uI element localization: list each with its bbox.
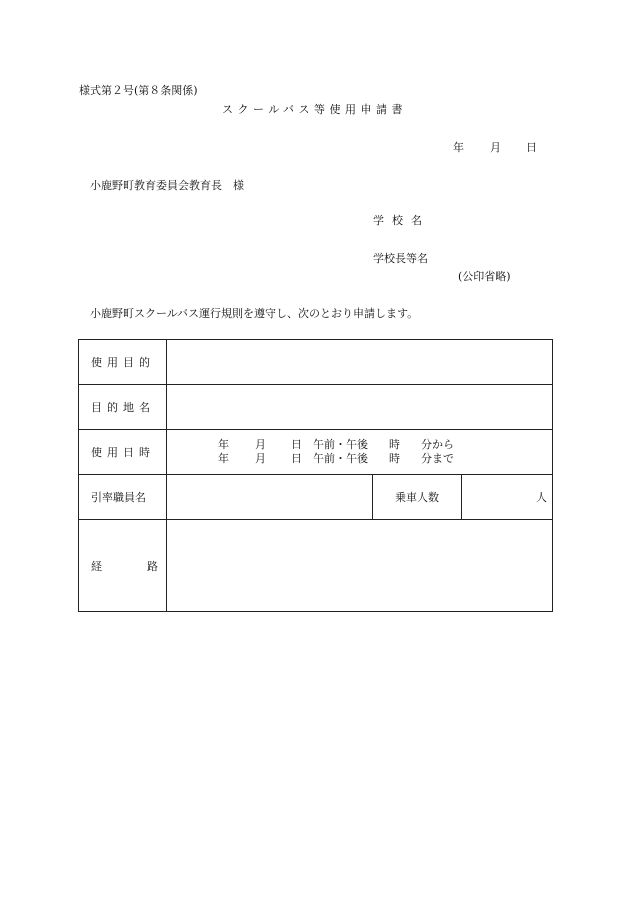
route-field[interactable] — [167, 520, 553, 612]
to-hour: 時 — [389, 452, 400, 465]
passengers-unit: 人 — [536, 491, 548, 504]
route-label-char-1: 経 — [91, 559, 102, 573]
to-minute: 分まで — [421, 452, 454, 465]
date-month-label: 月 — [490, 141, 501, 154]
from-month: 月 — [255, 438, 266, 451]
from-minute: 分から — [421, 438, 454, 451]
staff-field[interactable] — [167, 475, 373, 520]
destination-field[interactable] — [167, 385, 553, 430]
seal-omitted-note: (公印省略) — [458, 270, 511, 283]
date-year-label: 年 — [453, 141, 464, 154]
passengers-label: 乗車人数 — [373, 475, 462, 520]
datetime-label: 使用日時 — [79, 430, 167, 475]
route-label — [79, 520, 167, 612]
table-row-datetime — [79, 430, 553, 475]
from-hour: 時 — [389, 438, 400, 451]
application-date — [453, 139, 537, 155]
to-day: 日 — [291, 452, 302, 465]
table-row-staff — [79, 475, 553, 520]
table-row-destination — [79, 385, 553, 430]
datetime-to-row — [218, 452, 552, 466]
principal-name-label: 学校長等名 — [373, 252, 428, 265]
table-row-purpose — [79, 340, 553, 385]
table-row-route — [79, 520, 553, 612]
passengers-field[interactable] — [462, 475, 553, 520]
application-form-table — [78, 339, 553, 612]
destination-label: 目的地名 — [79, 385, 167, 430]
date-day-label: 日 — [526, 141, 537, 154]
intro-text: 小鹿野町スクールバス運行規則を遵守し、次のとおり申請します。 — [90, 307, 419, 320]
addressee: 小鹿野町教育委員会教育長 様 — [90, 179, 244, 192]
to-month: 月 — [255, 452, 266, 465]
to-ampm: 午前・午後 — [313, 452, 368, 465]
datetime-field[interactable] — [167, 430, 553, 475]
page-title: スクールバス等使用申請書 — [222, 103, 408, 116]
to-year: 年 — [218, 452, 229, 465]
form-number: 様式第２号(第８条関係) — [79, 84, 198, 97]
route-label-char-2: 路 — [147, 559, 158, 573]
school-name-label: 学校名 — [373, 214, 430, 227]
datetime-from-row — [218, 438, 552, 452]
from-ampm: 午前・午後 — [313, 438, 368, 451]
from-year: 年 — [218, 438, 229, 451]
purpose-label: 使用目的 — [79, 340, 167, 385]
from-day: 日 — [291, 438, 302, 451]
purpose-field[interactable] — [167, 340, 553, 385]
staff-label: 引率職員名 — [79, 475, 167, 520]
